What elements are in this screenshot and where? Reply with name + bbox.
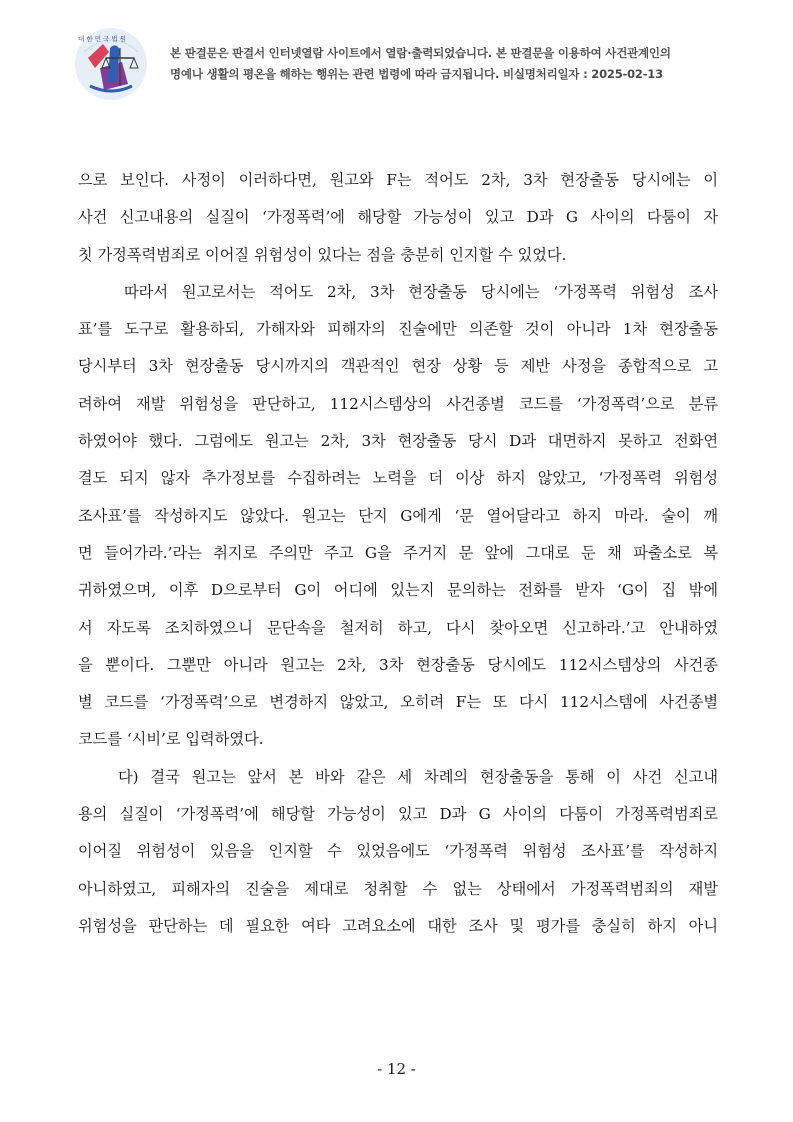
body-line: 을 뿐이다. 그뿐만 아니라 원고는 2차, 3차 현장출동 당시에도 112시스템상의 사건종: [78, 655, 718, 674]
body-line: 표’를 도구로 활용하되, 가해자와 피해자의 진술에만 의존할 것이 아니라 1차 현장출동: [78, 320, 718, 339]
body-line: 당시부터 3차 현장출동 당시까지의 객관적인 현장 상황 등 제반 사정을 종합적으로 고: [78, 357, 718, 376]
court-logo-icon: [70, 22, 152, 102]
body-line: 조사표’를 작성하지도 않았다. 원고는 단지 G에게 ‘문 열어달라고 하지 마라. 술이 깨: [78, 506, 718, 525]
body-line: 다) 결국 원고는 앞서 본 바와 같은 세 차례의 현장출동을 통해 이 사건 신고내: [118, 767, 718, 786]
body-line: 용의 실질이 ‘가정폭력’에 해당할 가능성이 있고 D과 G 사이의 다툼이 가정폭력범죄로: [78, 805, 718, 824]
body-line: 위험성을 판단하는 데 필요한 여타 고려요소에 대한 조사 및 평가를 충실히 하지 아니: [78, 916, 718, 935]
disclaimer-notice: [170, 43, 770, 85]
body-line: 면 들어가라.’라는 취지로 주의만 주고 G을 주거지 문 앞에 그대로 둔 채 파출소로 복: [78, 543, 718, 562]
page-number: - 12 -: [377, 1060, 416, 1078]
body-line: 아니하였고, 피해자의 진술을 제대로 청취할 수 없는 상태에서 가정폭력범죄의 재발: [78, 879, 718, 898]
body-line: 귀하였으며, 이후 D으로부터 G이 어디에 있는지 문의하는 전화를 받자 ‘G이 집 밖에: [78, 581, 718, 600]
notice-line-1: 본 판결문은 판결서 인터넷열람 사이트에서 열람·출력되었습니다. 본 판결문을 이용하여 사건관계인의: [170, 46, 671, 60]
body-line: 으로 보인다. 사정이 이러하다면, 원고와 F는 적어도 2차, 3차 현장출동 당시에는 이: [78, 171, 718, 189]
body-line: 이어질 위험성이 있음을 인지할 수 있었음에도 ‘가정폭력 위험성 조사표’를 작성하지: [78, 842, 718, 861]
notice-line-2: 명예나 생활의 평온을 해하는 행위는 관련 법령에 따라 금지됩니다. 비실명처리일자 : 2025-02-13: [170, 67, 663, 81]
body-line: 하였어야 했다. 그럼에도 원고는 2차, 3차 현장출동 당시 D과 대면하지 못하고 전화연: [78, 432, 718, 451]
body-line: 칫 가정폭력범죄로 이어질 위험성이 있다는 점을 충분히 인지할 수 있었다.: [78, 245, 567, 264]
body-line: 코드를 ‘시비’로 입력하였다.: [78, 730, 264, 749]
body-line: 따라서 원고로서는 적어도 2차, 3차 현장출동 당시에는 ‘가정폭력 위험성 조사: [124, 282, 718, 301]
body-line: 려하여 재발 위험성을 판단하고, 112시스템상의 사건종별 코드를 ‘가정폭력’으로 분류: [78, 394, 718, 413]
header: [70, 22, 770, 102]
judgment-body: [78, 162, 718, 945]
body-line: 별 코드를 ‘가정폭력’으로 변경하지 않았고, 오히려 F는 또 다시 112시스템에 사건종별: [78, 693, 718, 712]
body-line: 결도 되지 않자 추가정보를 수집하려는 노력을 더 이상 하지 않았고, ‘가정폭력 위험성: [78, 469, 718, 488]
logo-seal-text: 대 한 민 국 법 원: [78, 35, 127, 43]
body-line: 사건 신고내용의 실질이 ‘가정폭력’에 해당할 가능성이 있고 D과 G 사이의 다툼이 자: [78, 208, 718, 227]
body-line: 서 자도록 조치하였으니 문단속을 철저히 하고, 다시 찾아오면 신고하라.’고 안내하였: [78, 618, 718, 637]
